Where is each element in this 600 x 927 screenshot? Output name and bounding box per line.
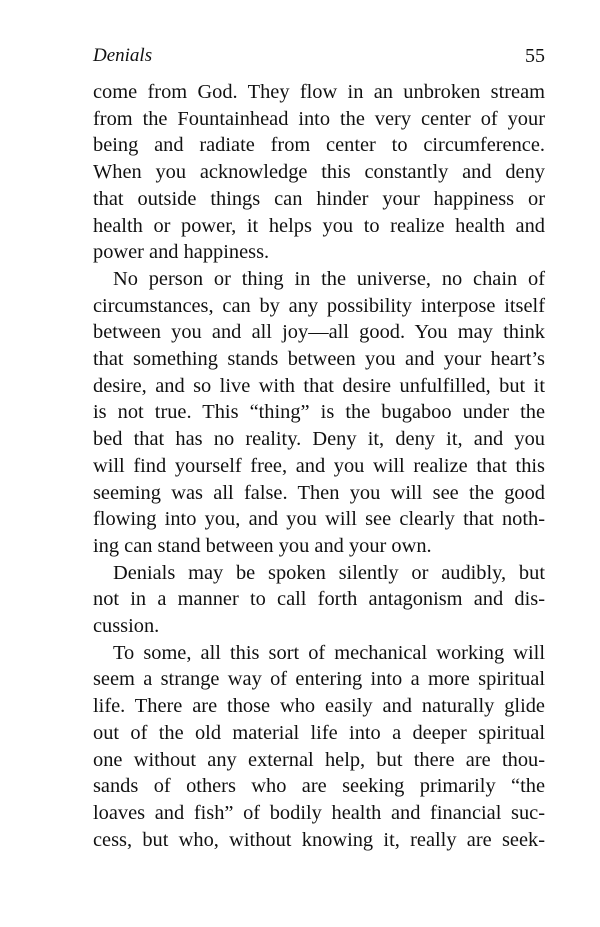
text-line: When you acknowledge this constantly and deny <box>93 161 545 184</box>
text-line: from the Fountainhead into the very center of your <box>93 107 545 130</box>
text-line: that something stands between you and your heart’s <box>93 348 545 371</box>
text-line: out of the old material life into a deeper spiritual <box>93 721 545 744</box>
text-line: loaves and fish” of bodily health and financial suc- <box>93 801 545 824</box>
text-line: Denials may be spoken silently or audibly, but <box>113 561 545 584</box>
text-line: No person or thing in the universe, no chain of <box>113 267 545 290</box>
running-title: Denials <box>93 45 153 66</box>
paragraph <box>93 266 545 560</box>
text-line: flowing into you, and you will see clearly that noth- <box>93 508 545 531</box>
text-line: circumstances, can by any possibility interpose itself <box>93 294 545 317</box>
text-line: that outside things can hinder your happiness or <box>93 187 545 210</box>
body-text <box>93 79 545 853</box>
text-line: desire, and so live with that desire unfulfilled, but it <box>93 374 545 397</box>
text-line: between you and all joy—all good. You may think <box>93 321 545 344</box>
paragraph <box>93 640 545 854</box>
paragraph <box>93 560 545 640</box>
text-line: will find yourself free, and you will realize that this <box>93 454 545 477</box>
text-line: ing can stand between you and your own. <box>93 534 432 557</box>
text-line: bed that has no reality. Deny it, deny it, and you <box>93 428 545 451</box>
text-line: not in a manner to call forth antagonism and dis- <box>93 588 545 611</box>
text-line: seem a strange way of entering into a more spiritual <box>93 668 545 691</box>
text-line: sands of others who are seeking primarily “the <box>93 775 545 798</box>
text-line: being and radiate from center to circumference. <box>93 134 545 157</box>
text-line: To some, all this sort of mechanical working will <box>113 641 545 664</box>
text-line: is not true. This “thing” is the bugaboo under the <box>93 401 545 424</box>
text-line: life. There are those who easily and naturally glide <box>93 695 545 718</box>
text-line: cess, but who, without knowing it, really are seek- <box>93 828 545 851</box>
page-number: 55 <box>525 45 545 67</box>
text-line: cussion. <box>93 615 160 638</box>
text-line: come from God. They flow in an unbroken stream <box>93 81 545 103</box>
text-line: one without any external help, but there are thou- <box>93 748 545 771</box>
text-line: power and happiness. <box>93 241 270 264</box>
running-head <box>93 43 545 69</box>
text-line: seeming was all false. Then you will see the good <box>93 481 545 504</box>
text-line: health or power, it helps you to realize health and <box>93 214 545 237</box>
paragraph <box>93 79 545 266</box>
